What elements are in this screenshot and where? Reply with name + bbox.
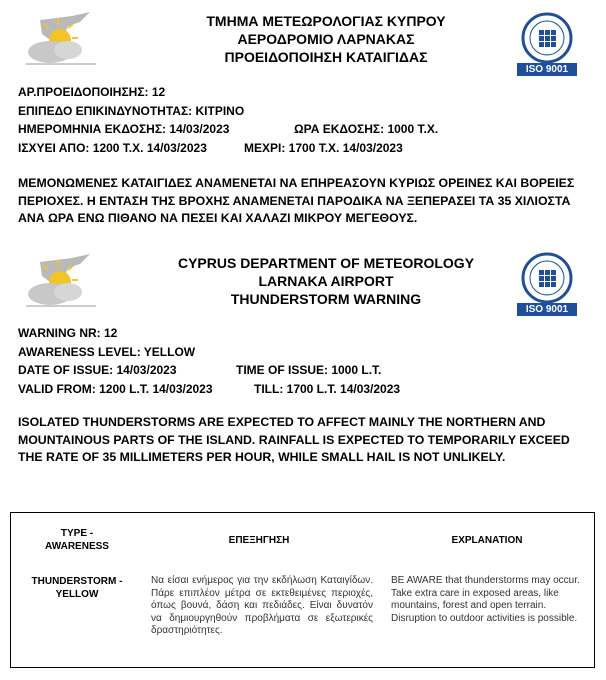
iso-label: ISO 9001 (517, 303, 577, 316)
english-header-line1: CYPRUS DEPARTMENT OF METEOROLOGY (177, 255, 475, 271)
greek-valid-from: ΙΣΧΥΕΙ ΑΠΟ: 1200 Τ.Χ. 14/03/2023 (18, 140, 207, 155)
awareness-table (10, 512, 595, 668)
table-header-english: EXPLANATION (451, 535, 523, 546)
greek-warning-number: ΑΡ.ΠΡΟΕΙΔΟΠΟΙΗΣΗΣ: 12 (18, 85, 166, 99)
greek-header-line1: ΤΜΗΜΑ ΜΕΤΕΩΡΟΛΟΓΙΑΣ ΚΥΠΡΟΥ (206, 13, 446, 29)
english-header-line3: THUNDERSTORM WARNING (230, 291, 422, 307)
iso-certification-badge (515, 252, 579, 316)
iso-certification-badge (515, 12, 579, 76)
english-warning-details (18, 324, 400, 398)
greek-time-of-issue: ΩΡΑ ΕΚΔΟΣΗΣ: 1000 Τ.Χ. (294, 122, 439, 136)
greek-valid-till: ΜΕΧΡΙ: 1700 Τ.Χ. 14/03/2023 (244, 140, 403, 155)
english-header (150, 254, 502, 308)
english-warning-number: WARNING NR: 12 (18, 326, 118, 340)
greek-awareness-level: ΕΠΙΠΕΔΟ ΕΠΙΚΙΝΔΥΝΟΤΗΤΑΣ: ΚΙΤΡΙΝΟ (18, 103, 245, 118)
iso-label: ISO 9001 (517, 63, 577, 76)
english-header-line2: LARNAKA AIRPORT (258, 273, 394, 289)
table-row-type: THUNDERSTORM - YELLOW (31, 576, 123, 600)
english-time-of-issue: TIME OF ISSUE: 1000 L.T. (236, 363, 382, 377)
weather-logo-icon (20, 10, 98, 72)
table-header-greek: ΕΠΕΞΗΓΗΣΗ (228, 535, 290, 546)
english-date-of-issue: DATE OF ISSUE: 14/03/2023 (18, 363, 177, 377)
weather-logo-icon (20, 252, 98, 314)
english-warning-message: ISOLATED THUNDERSTORMS ARE EXPECTED TO AFFECT MAINLY THE NORTHERN AND MOUNTAINOUS PARTS OF THE ISLAND. RAINFALL IS EXPECTED TO TEMPORARILY EXCEED THE RATE OF 35 MILLIMETERS PER HOUR, WHILE SMALL HAIL IS NOT UNLIKELY. (18, 415, 570, 464)
greek-header-line2: ΑΕΡΟΔΡΟΜΙΟ ΛΑΡΝΑΚΑΣ (237, 31, 415, 47)
english-valid-from: VALID FROM: 1200 L.T. 14/03/2023 (18, 381, 213, 396)
table-header-type: TYPE - AWARENESS (45, 528, 109, 552)
english-valid-till: TILL: 1700 L.T. 14/03/2023 (254, 381, 401, 396)
english-awareness-level: AWARENESS LEVEL: YELLOW (18, 344, 196, 359)
greek-warning-details (18, 83, 438, 157)
table-row-english-explanation: BE AWARE that thunderstorms may occur. Take extra care in exposed areas, like mountains, forest and open terrain. Disruption to outdoor activities is possible. (391, 575, 580, 624)
greek-warning-message: ΜΕΜΟΝΩΜΕΝΕΣ ΚΑΤΑΙΓΙΔΕΣ ΑΝΑΜΕΝΕΤΑΙ ΝΑ ΕΠΗΡΕΑΣΟΥΝ ΚΥΡΙΩΣ ΟΡΕΙΝΕΣ ΚΑΙ ΒΟΡΕΙΕΣ ΠΕΡΙΟΧΕΣ. Η ΕΝΤΑΣΗ ΤΗΣ ΒΡΟΧΗΣ ΑΝΑΜΕΝΕΤΑΙ ΠΑΡΟΔΙΚΑ ΝΑ ΞΕΠΕΡΑΣΕΙ ΤΑ 35 ΧΙΛΙΟΣΤΑ ΑΝΑ ΩΡΑ ΕΝΩ ΠΙΘΑΝΟ ΝΑ ΠΕΣΕΙ ΚΑΙ ΧΑΛΑΖΙ ΜΙΚΡΟΥ ΜΕΓΕΘΟΥΣ. (18, 176, 575, 225)
greek-header-line3: ΠΡΟΕΙΔΟΠΟΙΗΣΗ ΚΑΤΑΙΓΙΔΑΣ (224, 49, 428, 65)
greek-date-of-issue: ΗΜΕΡΟΜΗΝΙΑ ΕΚΔΟΣΗΣ: 14/03/2023 (18, 122, 230, 136)
table-row-greek-explanation: Να είσαι ενήμερος για την εκδήλωση Καταιγίδων. Πάρε επιπλέον μέτρα σε εκτεθειμένες περιοχές, όπως βουνά, δάση και πεδιάδες. Είναι δυνατόν να δημιουργηθούν προβλήματα σε εξωτερικές δραστηριότητες. (151, 575, 373, 636)
greek-header (150, 12, 502, 66)
